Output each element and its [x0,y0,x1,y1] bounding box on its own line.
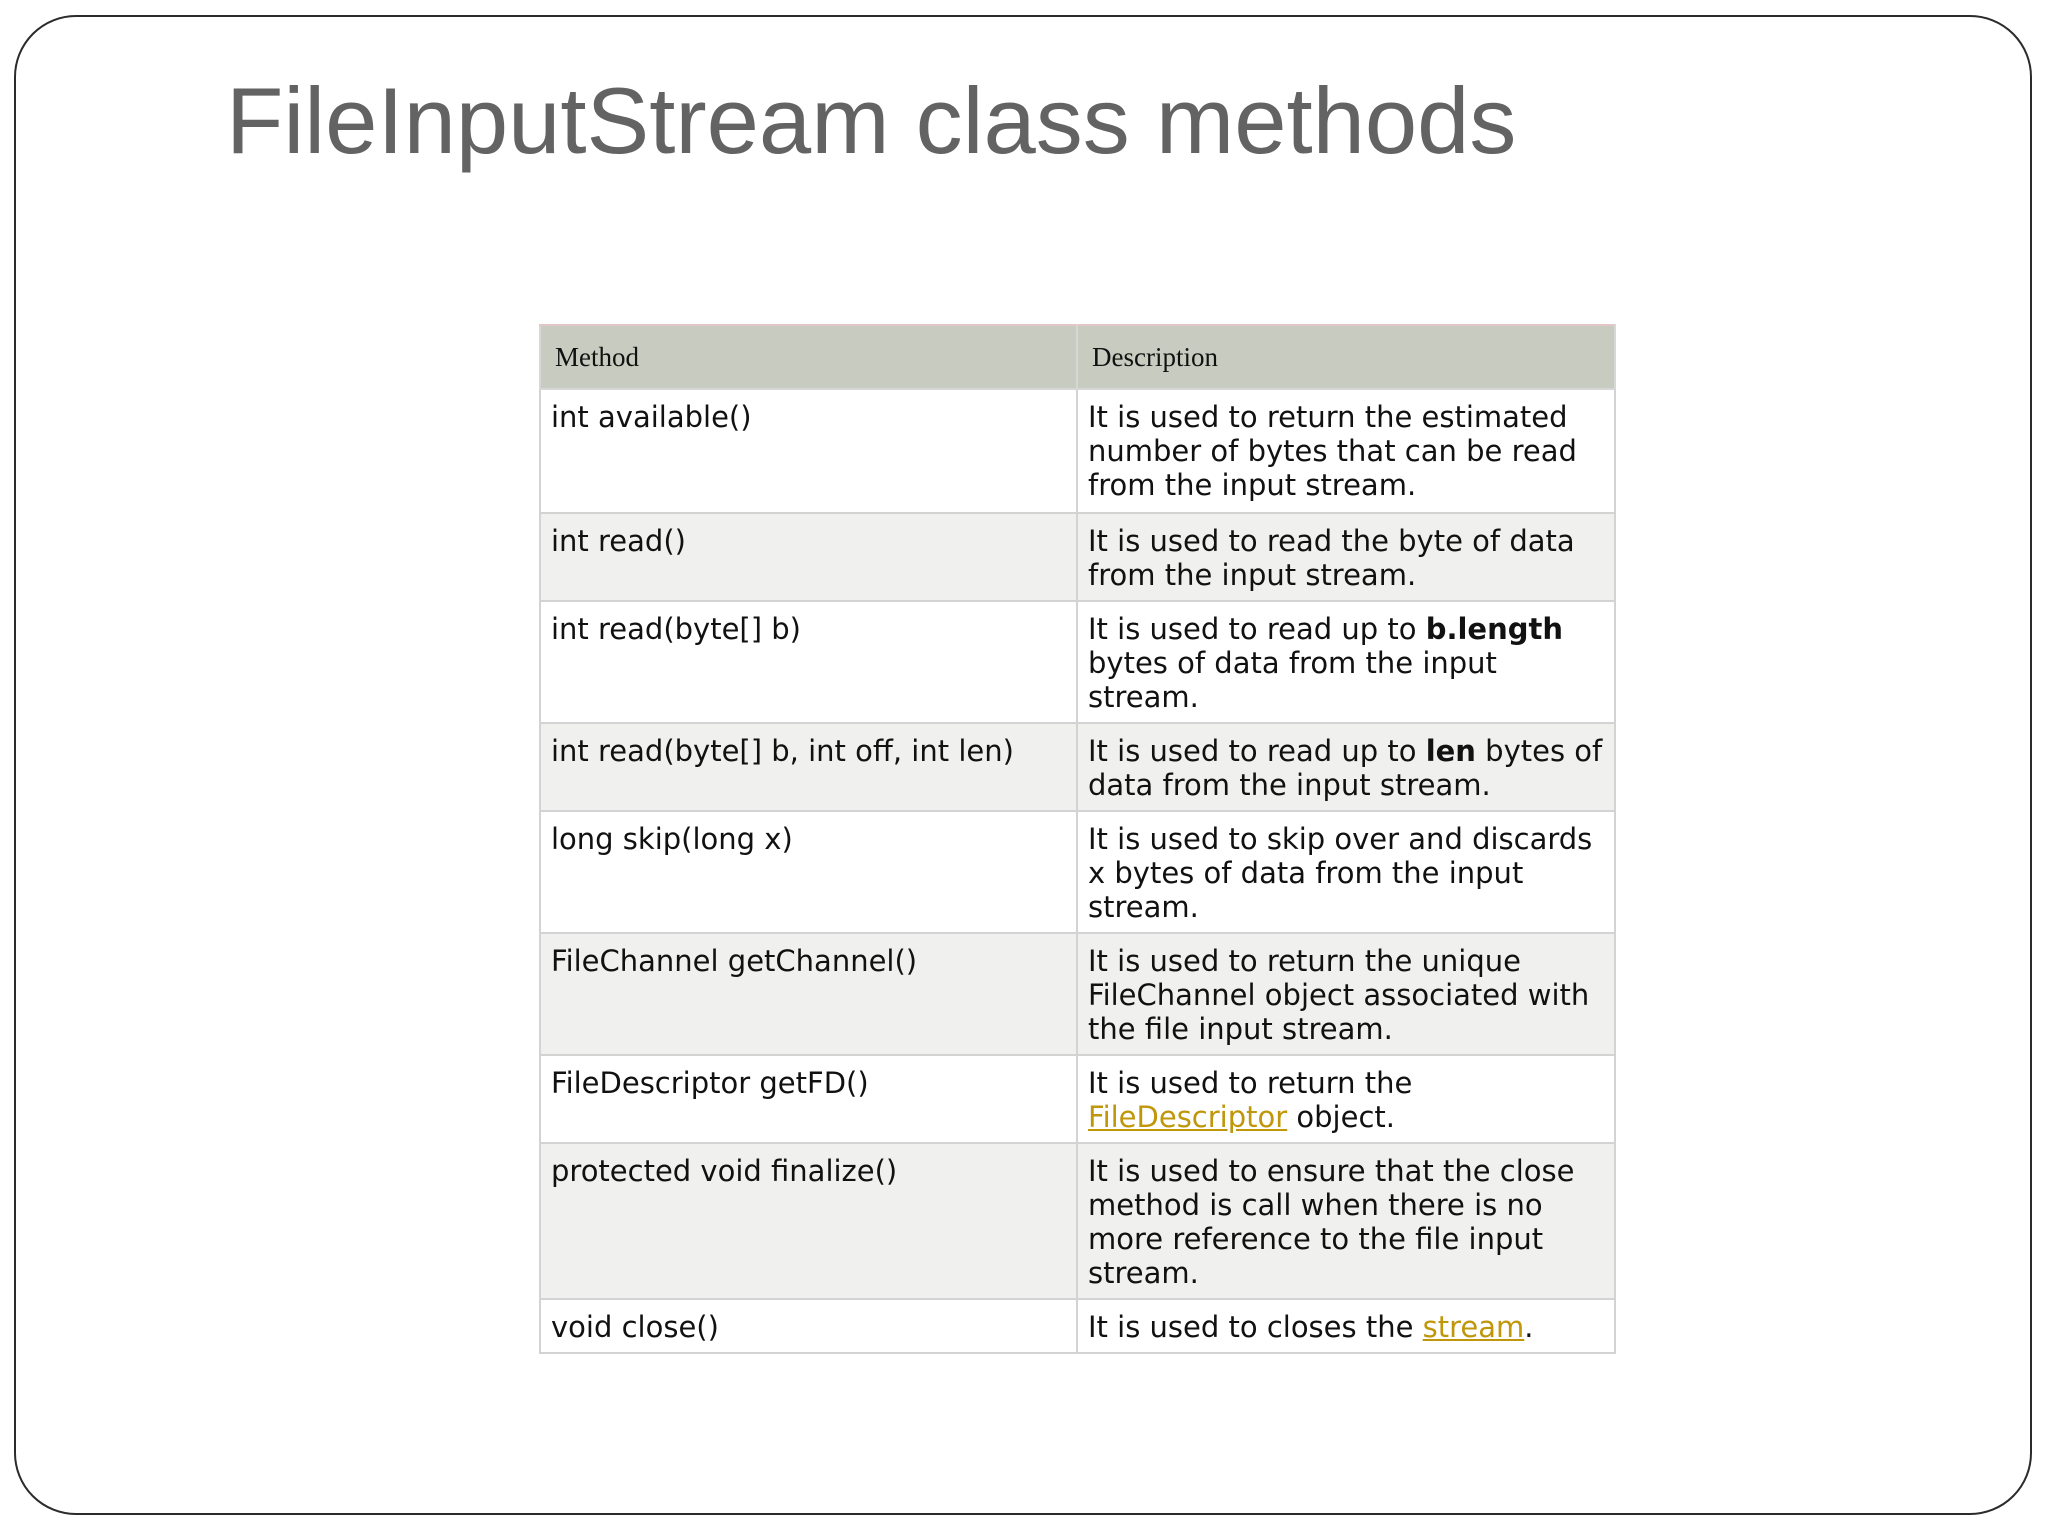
stream-link[interactable]: stream [1422,1310,1525,1344]
description-cell: It is used to skip over and discards x bytes of data from the input stream. [1077,811,1615,933]
method-cell: int available() [540,389,1077,513]
table-header-row [540,325,1615,389]
description-text: bytes of data from the input stream. [1088,734,1603,802]
method-cell: int read(byte[] b) [540,601,1077,723]
description-text: object. [1296,1100,1395,1134]
table-row [540,933,1615,1055]
method-cell: FileChannel getChannel() [540,933,1077,1055]
description-cell [1077,601,1615,723]
method-cell: long skip(long x) [540,811,1077,933]
description-text: . [1524,1310,1534,1344]
method-cell: protected void finalize() [540,1143,1077,1299]
methods-table [539,324,1616,1354]
description-text: It is used to read up to [1088,612,1417,646]
table-row [540,389,1615,513]
method-column-header: Method [540,325,1077,389]
description-bold-term: len [1425,734,1476,768]
table-row [540,723,1615,811]
filedescriptor-link[interactable]: FileDescriptor [1088,1100,1288,1134]
description-cell: It is used to return the estimated number of bytes that can be read from the input stream. [1077,389,1615,513]
description-cell [1077,1055,1615,1143]
table-row [540,513,1615,601]
table-row [540,1055,1615,1143]
description-text: It is used to return the [1088,1066,1413,1100]
table-row [540,601,1615,723]
slide-title: FileInputStream class methods [226,68,1517,173]
description-cell: It is used to read the byte of data from the input stream. [1077,513,1615,601]
table-row [540,811,1615,933]
description-cell: It is used to ensure that the close method is call when there is no more reference to the file input stream. [1077,1143,1615,1299]
description-bold-term: b.length [1425,612,1563,646]
description-text: It is used to read up to [1088,734,1417,768]
method-cell: int read() [540,513,1077,601]
table-row [540,1143,1615,1299]
description-text: It is used to closes the [1088,1310,1414,1344]
description-column-header: Description [1077,325,1615,389]
description-cell [1077,723,1615,811]
table-row [540,1299,1615,1353]
method-cell: int read(byte[] b, int off, int len) [540,723,1077,811]
description-cell [1077,1299,1615,1353]
method-cell: FileDescriptor getFD() [540,1055,1077,1143]
description-text: bytes of data from the input stream. [1088,646,1497,714]
method-cell: void close() [540,1299,1077,1353]
description-cell: It is used to return the unique FileChannel object associated with the file input stream. [1077,933,1615,1055]
